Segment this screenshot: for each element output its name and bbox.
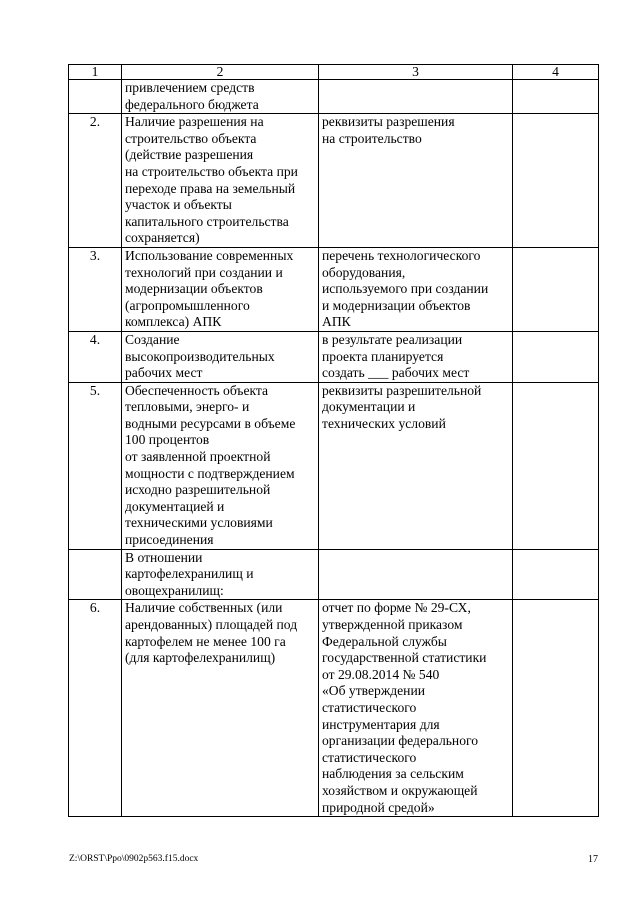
row-number: 4. <box>69 331 122 382</box>
criterion-cell: Обеспеченность объекта тепловыми, энерго- и водными ресурсами в объеме 100 процентов от заявленной проектной мощности с подтверждением исходно разрешительной документацией и техническими условиями присоединения <box>122 382 319 549</box>
note-cell <box>513 247 599 331</box>
page-number: 17 <box>588 854 598 865</box>
documents-cell: реквизиты разрешительной документации и технических условий <box>319 382 513 549</box>
note-cell <box>513 549 599 600</box>
table-row <box>69 549 599 600</box>
documents-cell <box>319 80 513 114</box>
row-number: 6. <box>69 600 122 817</box>
table-row <box>69 114 599 248</box>
note-cell <box>513 331 599 382</box>
table-header-row <box>69 65 599 80</box>
column-header: 4 <box>513 65 599 80</box>
row-number: 2. <box>69 114 122 248</box>
criterion-cell: Наличие собственных (или арендованных) площадей под картофелем не менее 100 га (для картофелехранилищ) <box>122 600 319 817</box>
row-number: 3. <box>69 247 122 331</box>
table-row <box>69 600 599 817</box>
note-cell <box>513 382 599 549</box>
column-header: 1 <box>69 65 122 80</box>
row-number: 5. <box>69 382 122 549</box>
documents-cell: отчет по форме № 29-СХ, утвержденной приказом Федеральной службы государственной статистики от 29.08.2014 № 540 «Об утверждении статистического инструментария для организации федерального статистического наблюдения за сельским хозяйством и окружающей природной средой» <box>319 600 513 817</box>
note-cell <box>513 600 599 817</box>
column-header: 3 <box>319 65 513 80</box>
documents-cell: в результате реализации проекта планируется создать ___ рабочих мест <box>319 331 513 382</box>
row-number <box>69 549 122 600</box>
documents-cell: реквизиты разрешения на строительство <box>319 114 513 248</box>
footer-file-path: Z:\ORST\Ppo\0902p563.f15.docx <box>69 854 199 864</box>
note-cell <box>513 114 599 248</box>
table-row <box>69 331 599 382</box>
documents-cell: перечень технологического оборудования, используемого при создании и модернизации объектов АПК <box>319 247 513 331</box>
table-row <box>69 382 599 549</box>
row-number <box>69 80 122 114</box>
criterion-cell: Использование современных технологий при создании и модернизации объектов (агропромышленного комплекса) АПК <box>122 247 319 331</box>
requirements-table <box>68 64 599 817</box>
criterion-cell: привлечением средств федерального бюджета <box>122 80 319 114</box>
criterion-cell: В отношении картофелехранилищ и овощехранилищ: <box>122 549 319 600</box>
column-header: 2 <box>122 65 319 80</box>
criterion-cell: Создание высокопроизводительных рабочих мест <box>122 331 319 382</box>
table-row <box>69 80 599 114</box>
table-row <box>69 247 599 331</box>
documents-cell <box>319 549 513 600</box>
criterion-cell: Наличие разрешения на строительство объекта (действие разрешения на строительство объекта при переходе права на земельный участок и объекты капитального строительства сохраняется) <box>122 114 319 248</box>
note-cell <box>513 80 599 114</box>
